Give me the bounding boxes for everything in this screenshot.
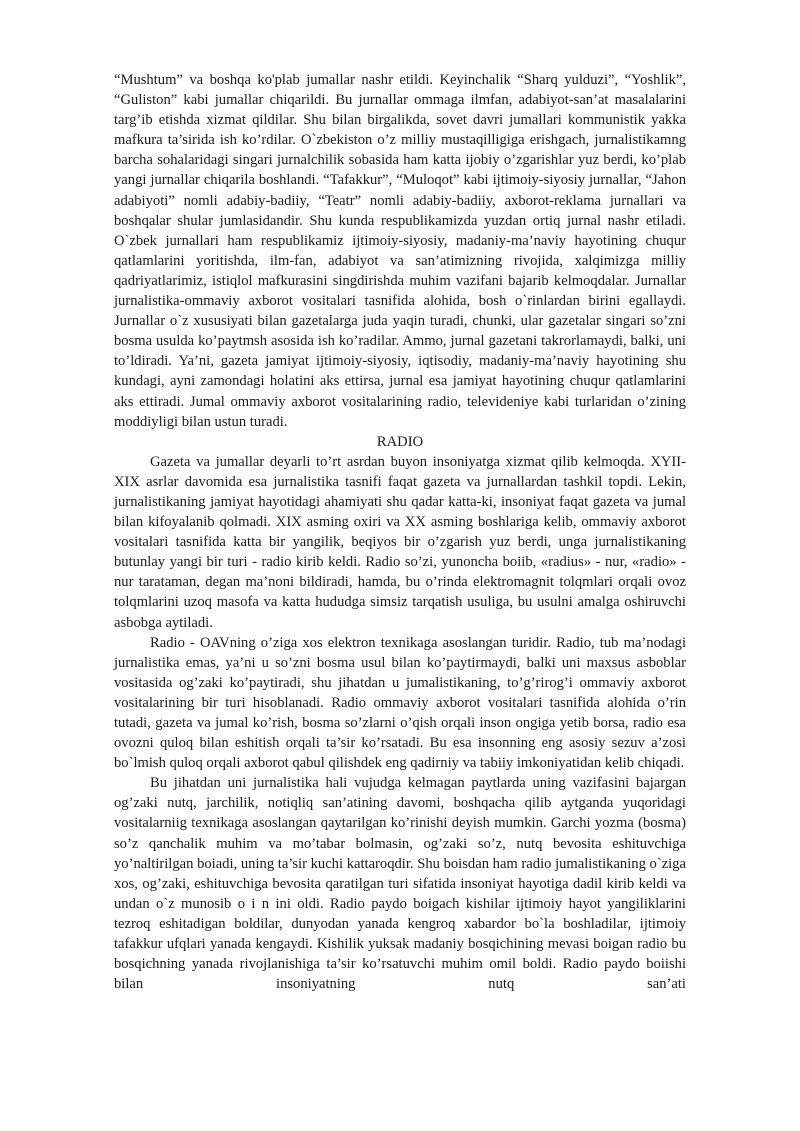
- paragraph-radio-intro: Gazeta va jumallar deyarli to’rt asrdan buyon insoniyatga xizmat qilib kelmoqda. XYII-XIX asrlar davomida esa jurnalistika tasnifi faqat gazeta va jurnallardan tashkil topdi. Lekin, jurnalistikaning jamiyat hayotidagi ahamiyati shu qadar katta-ki, insoniyat faqat gazeta va jumal bilan kifoyalanib qolmadi. XIX asming oxiri va XX asming boshlariga kelib, ommaviy axborot vositalari tasnifida katta bir yangilik, beqiyos bir o’zgarish yuz berdi, unga jurnalistikaning butunlay yangi bir turi - radio kirib keldi. Radio so’zi, yunoncha boiib, «radius» - nur, «radio» - nur tarataman, degan ma’noni bildiradi, hamda, bu o’rinda elektromagnit tolqmlari orqali ovoz tolqmlarini uzoq masofa va katta hududga simsiz tarqatish usuliga, bu usulni amalga oshiruvchi asbobga aytiladi.: [114, 453, 686, 631]
- paragraph-radio-oav: Radio - OAVning o’ziga xos elektron texnikaga asoslangan turidir. Radio, tub ma’nodagi jurnalistika emas, ya’ni u so’zni bosma usul bilan ko’paytirmaydi, balki uni maxsus asboblar vositasida og’zaki ko’paytiradi, shu jihatdan u jumalistikaning, to’g’rirog’i ommaviy axborot vositalarining bir turi hisoblanadi. Radio ommaviy axborot vositalari tasnifida alohida o’rin tutadi, gazeta va jumal ko’rish, bosma so’zlarni o’qish orqali inson ongiga yetib borsa, radio esa ovozni quloq bilan eshitish orqali ta’sir ko’rsatadi. Bu esa insonning eng asosiy sezuv a’zosi bo`lmish quloq orqali axborot qabul qilishdek eng qadirniy va tabiiy imkoniyatidan kelib chiqadi.: [114, 634, 686, 772]
- paragraph-journals: “Mushtum” va boshqa ko'plab jumallar nashr etildi. Keyinchalik “Sharq yulduzi”, “Yoshlik”, “Guliston” kabi jumallar chiqarildi. Bu jurnallar ommaga ilmfan, adabiyot-san’at masalalarini targ’ib etishda xizmat qildilar. Shu bilan birgalikda, sovet davri jumallari kommunistik yakka mafkura ta’sirida ish ko’rdilar. O`zbekiston o’z milliy mustaqilligiga erishgach, jurnalistikamng barcha sohalaridagi singari jurnalchilik sobasida ham katta ijobiy o’zgarishlar yuz berdi, ko’plab yangi jurnallar chiqarila boshlandi. “Tafakkur”, “Muloqot” kabi ijtimoiy-siyosiy jurnallar, “Jahon adabiyoti” nomli adabiy-badiiy, “Teatr” nomli adabiy-badiiy, axborot-reklama jurnallari va boshqalar shular jumlasidandir. Shu kunda respublikamizda yuzdan ortiq jurnal nashr etiladi. O`zbek jurnallari ham respublikamiz ijtimoiy-siyosiy, madaniy-ma’naviy hayotining chuqur qatlamlarini yoritishda, ilm-fan, adabiyot va san’atimizning rivojida, xalqimizga milliy qadriyatlarimiz, istiqlol mafkurasini singdirishda muhim vazifani bajarib kelmoqdalar. Jurnallar jurnalistika-ommaviy axborot vositalari tasnifida alohida, bosh o`rinlardan birini egallaydi. Jurnallar o`z xususiyati bilan gazetalarga juda yaqin turadi, chunki, ular gazetalar singari so’zni bosma usulda ko’paytmsh asosida ish ko’radilar. Ammo, jurnal gazetani takrorlamaydi, balki, uni to’ldiradi. Ya’ni, gazeta jamiyat ijtimoiy-siyosiy, iqtisodiy, madaniy-ma’naviy hayotining shu kundagi, ayni zamondagi holatini aks ettirsa, jurnal esa jamiyat hayotining chuqur qatlamlarini aks ettiradi. Jumal ommaviy axborot vositalarining radio, televideniye kabi turlaridan o’zining moddiyligi bilan ustun turadi.: [114, 72, 686, 430]
- document-page: [114, 70, 686, 994]
- paragraph-radio-speech: Bu jihatdan uni jurnalistika hali vujudga kelmagan paytlarda uning vazifasini bajargan og’zaki nutq, jarchilik, notiqliq san’atining davomi, boshqacha qilib aytganda yuqoridagi vositalarniig texnikaga asoslangan qaytarilgan ko’rinishi deyish mumkin. Garchi yozma (bosma) so’z qanchalik muhim va mo’tabar bolmasin, og’zaki so’z, nutq bevosita eshituvchiga yo’naltirilgan boiadi, uning ta’sir kuchi kattaroqdir. Shu boisdan ham radio jumalistikaning o`ziga xos, og’zaki, eshituvchiga bevosita qaratilgan turi sifatida insoniyat hayotiga dadil kirib keldi va undan o`z munosib o i n ini oldi. Radio paydo boigach kishilar ijtimoiy hayot yangiliklarini tezroq eshitadigan boldilar, dunyodan yanada kengroq xabardor bo`la boshladilar, ijtimoiy tafakkur ufqlari yanada kengaydi. Kishilik yuksak madaniy bosqichining mevasi boigan radio bu bosqichning yanada rivojlanishiga ta’sir ko’rsatuvchi muhim omil boldi. Radio paydo boiishi bilan insoniyatning nutq san’ati: [114, 775, 686, 993]
- section-heading-radio: RADIO: [376, 433, 424, 450]
